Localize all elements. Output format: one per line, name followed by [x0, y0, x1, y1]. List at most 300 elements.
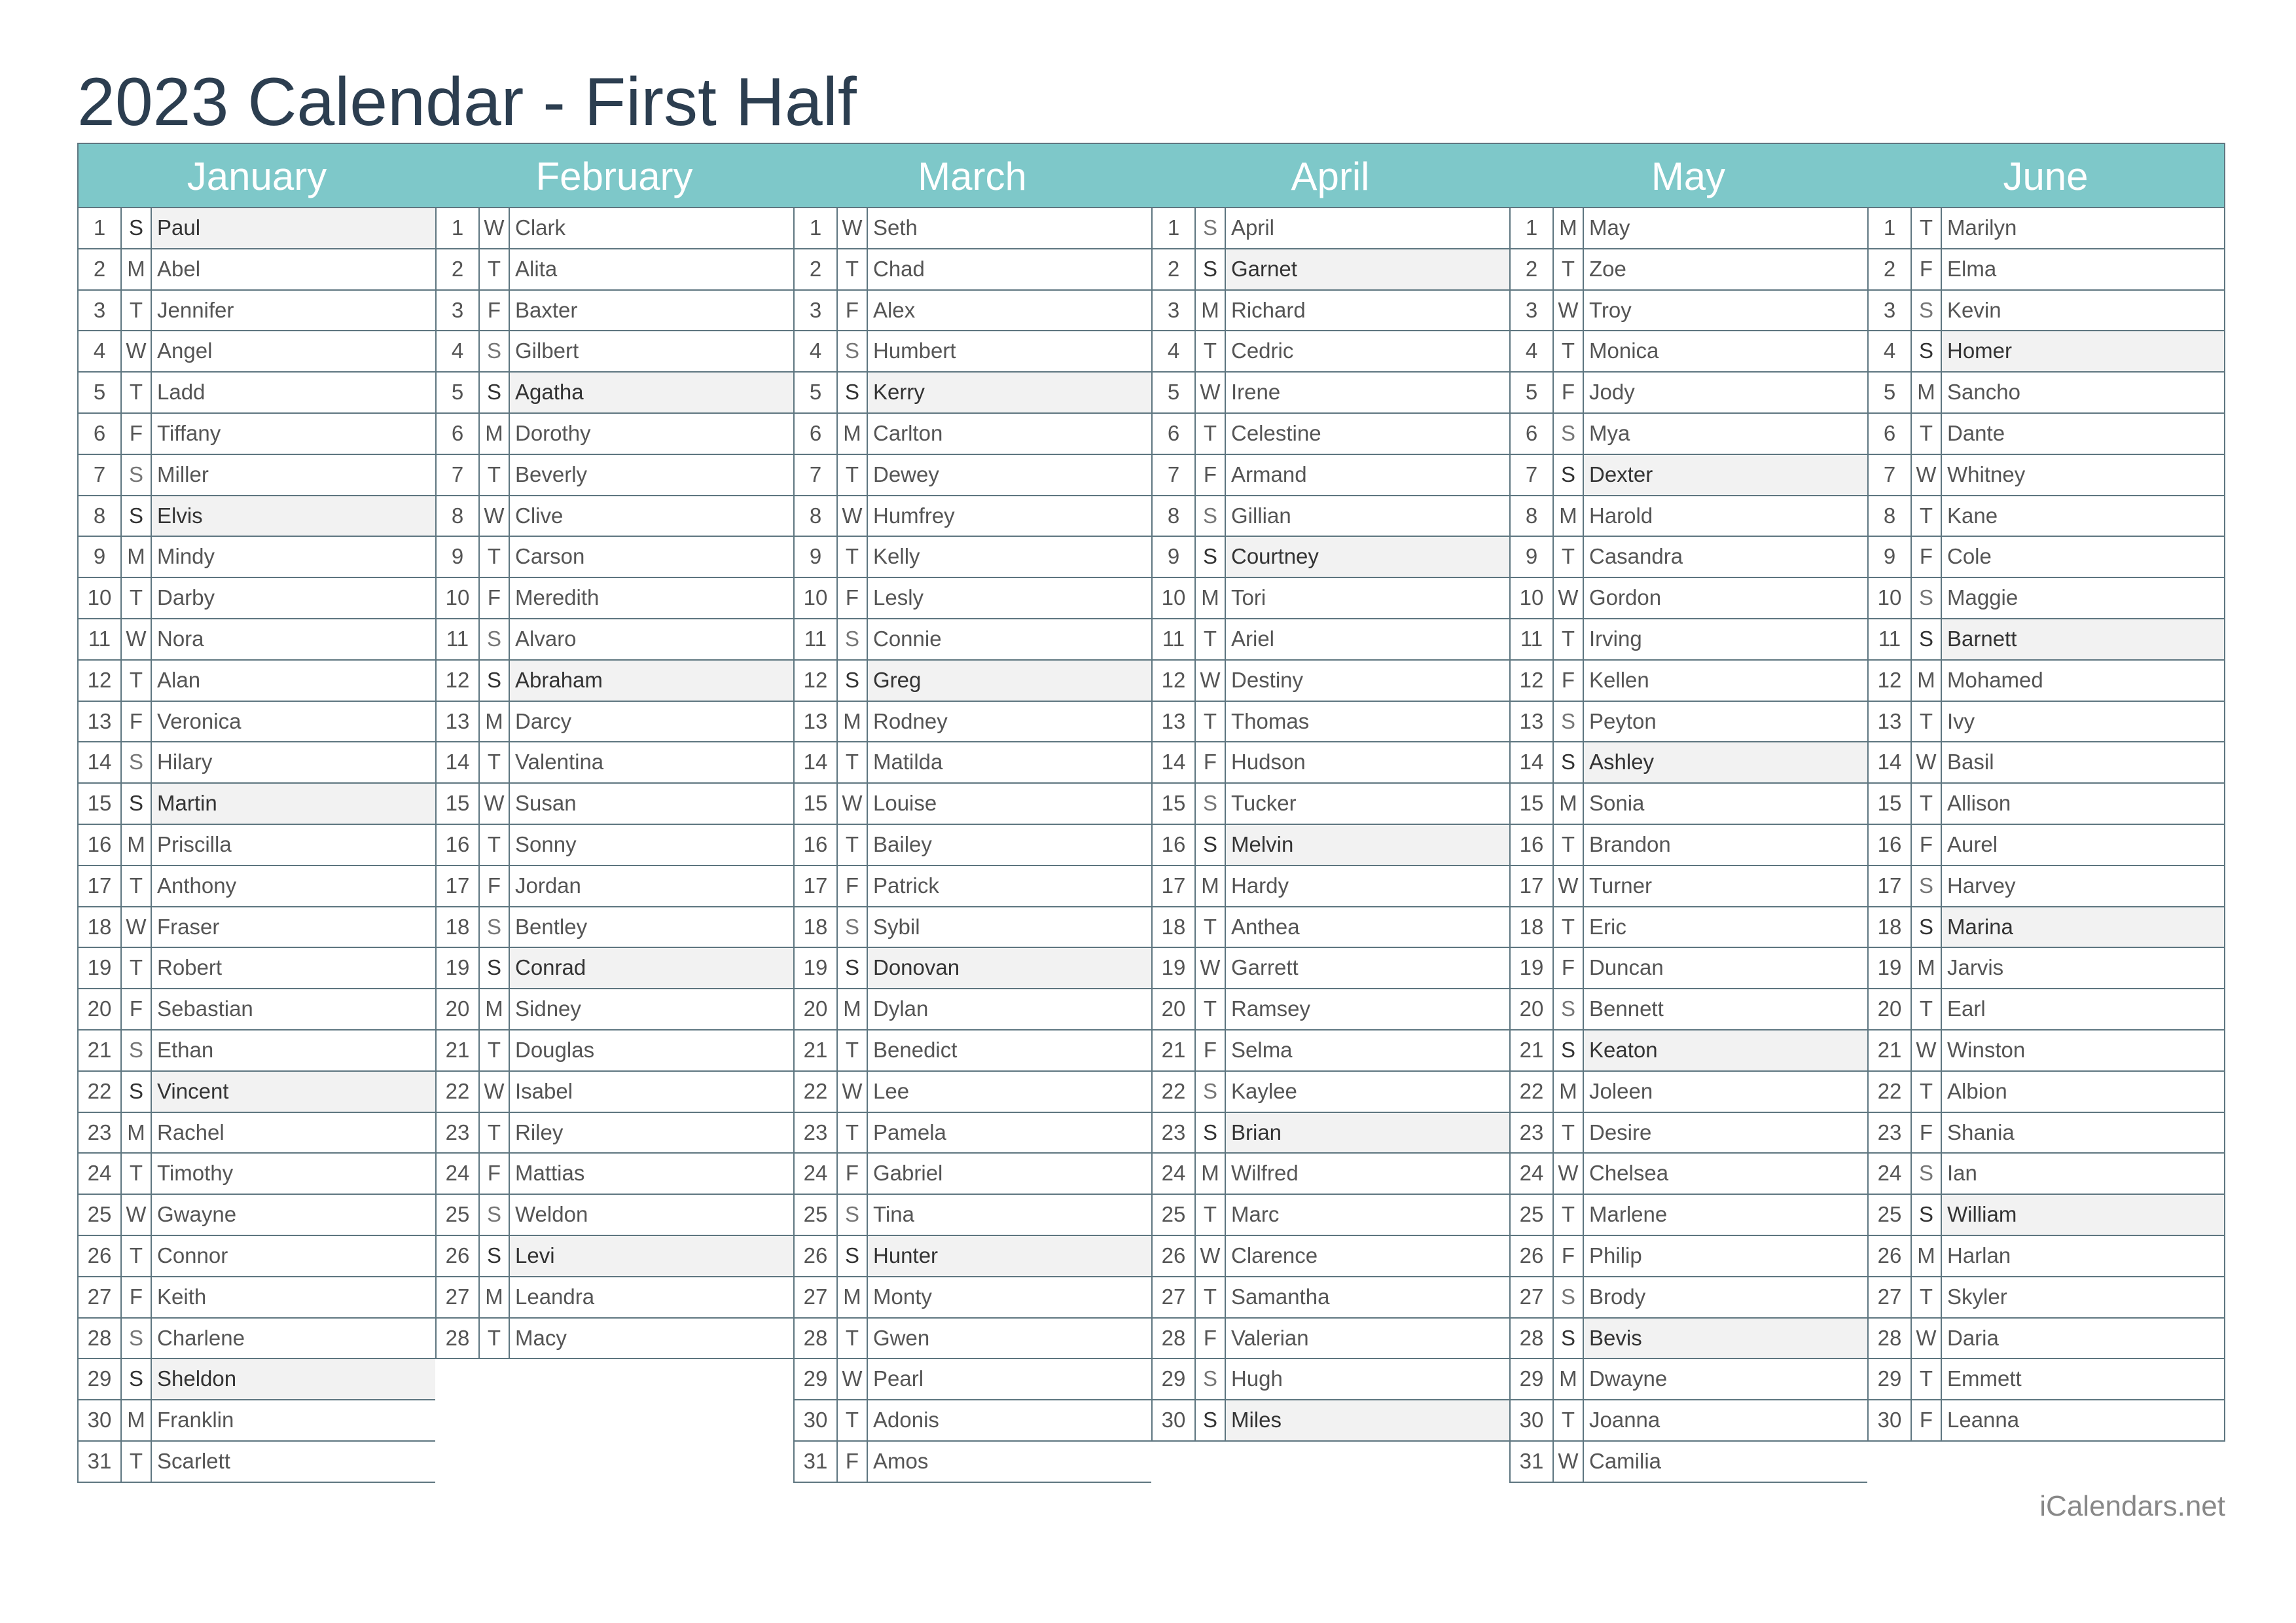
day-row — [1867, 291, 2225, 332]
day-row — [1867, 1236, 2225, 1277]
day-row — [1151, 208, 1509, 249]
day-row — [1151, 742, 1509, 784]
name-day: Marc — [1231, 1202, 1280, 1227]
day-list — [1509, 208, 1867, 1483]
day-number: 8 — [1869, 496, 1912, 536]
weekday-letter: T — [122, 1236, 152, 1276]
day-row — [1867, 1277, 2225, 1319]
name-day: Kellen — [1589, 667, 1649, 692]
day-row — [435, 373, 793, 414]
name-day: Gordon — [1589, 585, 1662, 610]
day-number: 11 — [79, 619, 122, 659]
day-number: 8 — [1153, 496, 1196, 536]
day-row — [77, 1113, 435, 1154]
day-list — [77, 208, 435, 1483]
name-day: Paul — [152, 208, 435, 248]
day-number: 11 — [795, 619, 838, 659]
day-row — [77, 825, 435, 866]
day-row — [1151, 455, 1509, 496]
name-day: Hugh — [1231, 1366, 1283, 1391]
weekday-letter: T — [1554, 537, 1584, 577]
weekday-letter: M — [1912, 1236, 1942, 1276]
name-day: Gwayne — [157, 1202, 237, 1227]
name-day: Harold — [1589, 503, 1653, 528]
weekday-letter: T — [838, 1319, 868, 1359]
day-number: 21 — [79, 1030, 122, 1070]
weekday-letter: S — [1912, 907, 1942, 947]
weekday-letter: S — [1554, 702, 1584, 742]
weekday-letter: F — [1196, 455, 1226, 495]
weekday-letter: M — [1554, 208, 1584, 248]
weekday-letter: T — [1912, 1072, 1942, 1112]
name-day: Dexter — [1584, 455, 1867, 495]
weekday-letter: T — [838, 537, 868, 577]
day-row — [1867, 208, 2225, 249]
day-number: 6 — [1153, 414, 1196, 454]
day-number: 20 — [795, 989, 838, 1029]
day-number: 15 — [79, 784, 122, 824]
weekday-letter: F — [122, 989, 152, 1029]
weekday-letter: S — [1196, 1113, 1226, 1153]
day-number: 23 — [79, 1113, 122, 1153]
name-day: Monica — [1589, 338, 1659, 363]
day-number: 26 — [1869, 1236, 1912, 1276]
weekday-letter: F — [122, 414, 152, 454]
day-row — [1509, 661, 1867, 702]
name-day: Leanna — [1947, 1408, 2020, 1432]
day-number: 14 — [1869, 742, 1912, 782]
weekday-letter: F — [838, 1154, 868, 1194]
day-row — [1867, 619, 2225, 661]
name-day: Zoe — [1589, 256, 1626, 281]
weekday-letter: S — [838, 373, 868, 412]
day-number: 4 — [79, 331, 122, 371]
day-row — [793, 331, 1151, 373]
day-number: 27 — [437, 1277, 480, 1317]
weekday-letter: S — [838, 661, 868, 701]
day-number: 16 — [437, 825, 480, 865]
day-row — [793, 537, 1151, 578]
weekday-letter: W — [1912, 1030, 1942, 1070]
weekday-letter: W — [1196, 373, 1226, 412]
name-day: Joleen — [1589, 1078, 1653, 1103]
weekday-letter: S — [480, 1236, 510, 1276]
weekday-letter: S — [122, 1359, 152, 1399]
day-number: 25 — [1511, 1195, 1554, 1235]
day-row — [793, 208, 1151, 249]
day-row — [793, 907, 1151, 949]
name-day: Susan — [515, 791, 577, 816]
day-row — [435, 742, 793, 784]
weekday-letter: T — [1196, 331, 1226, 371]
name-day: Skyler — [1947, 1284, 2007, 1309]
day-row — [793, 1195, 1151, 1236]
weekday-letter: M — [480, 1277, 510, 1317]
name-day: Isabel — [515, 1078, 573, 1103]
weekday-letter: W — [838, 496, 868, 536]
day-row — [77, 1236, 435, 1277]
name-day: Mindy — [157, 544, 215, 569]
name-day: Hardy — [1231, 873, 1289, 898]
name-day: Jordan — [515, 873, 581, 898]
day-number: 1 — [795, 208, 838, 248]
weekday-letter: W — [480, 1072, 510, 1112]
day-number: 8 — [795, 496, 838, 536]
day-number: 18 — [1153, 907, 1196, 947]
name-day: Carlton — [873, 420, 943, 445]
day-row — [1151, 989, 1509, 1030]
name-day: Whitney — [1947, 462, 2026, 486]
weekday-letter: W — [838, 1359, 868, 1399]
weekday-letter: T — [122, 866, 152, 906]
day-number: 15 — [1869, 784, 1912, 824]
day-number: 5 — [79, 373, 122, 412]
day-number: 16 — [795, 825, 838, 865]
weekday-letter: M — [1196, 1154, 1226, 1194]
name-day: Anthony — [157, 873, 237, 898]
day-row — [1867, 702, 2225, 743]
day-row — [77, 1154, 435, 1195]
day-number: 21 — [1511, 1030, 1554, 1070]
day-number: 2 — [1869, 249, 1912, 289]
name-day: Hunter — [868, 1236, 1151, 1276]
month-header: March — [793, 143, 1151, 208]
day-row — [1867, 496, 2225, 538]
weekday-letter: T — [1196, 989, 1226, 1029]
name-day: William — [1942, 1195, 2224, 1235]
day-number: 4 — [437, 331, 480, 371]
day-row — [1509, 208, 1867, 249]
day-row — [793, 1154, 1151, 1195]
name-day: Humbert — [873, 338, 956, 363]
day-number: 17 — [795, 866, 838, 906]
day-number: 9 — [1153, 537, 1196, 577]
weekday-letter: W — [1554, 866, 1584, 906]
weekday-letter: S — [1912, 866, 1942, 906]
day-number: 21 — [437, 1030, 480, 1070]
name-day: Sonny — [515, 831, 577, 856]
day-row — [1509, 414, 1867, 455]
name-day: Destiny — [1231, 667, 1304, 692]
day-number: 1 — [437, 208, 480, 248]
day-number: 6 — [795, 414, 838, 454]
day-row — [793, 1030, 1151, 1072]
weekday-letter: F — [1554, 373, 1584, 412]
name-day: Darby — [157, 585, 215, 610]
day-row — [1509, 1072, 1867, 1113]
day-row — [435, 1072, 793, 1113]
day-number: 12 — [437, 661, 480, 701]
day-row — [1509, 1030, 1867, 1072]
weekday-letter: S — [1554, 455, 1584, 495]
weekday-letter: W — [1912, 455, 1942, 495]
day-number: 11 — [1869, 619, 1912, 659]
weekday-letter: S — [1912, 291, 1942, 331]
day-number: 8 — [437, 496, 480, 536]
weekday-letter: S — [1196, 249, 1226, 289]
day-number: 15 — [1153, 784, 1196, 824]
weekday-letter: S — [480, 661, 510, 701]
weekday-letter: M — [122, 825, 152, 865]
day-number: 1 — [1153, 208, 1196, 248]
brand-footer: iCalendars.net — [2039, 1490, 2225, 1522]
day-number: 29 — [79, 1359, 122, 1399]
day-number: 12 — [1511, 661, 1554, 701]
day-number: 20 — [1869, 989, 1912, 1029]
name-day: Pearl — [873, 1366, 924, 1391]
weekday-letter: S — [480, 373, 510, 412]
day-number: 31 — [1511, 1442, 1554, 1482]
name-day: Sebastian — [157, 996, 253, 1021]
day-row — [77, 208, 435, 249]
day-row — [1509, 455, 1867, 496]
name-day: Adonis — [873, 1408, 939, 1432]
day-number: 5 — [795, 373, 838, 412]
day-number: 20 — [437, 989, 480, 1029]
day-number: 29 — [1869, 1359, 1912, 1399]
day-number: 29 — [1511, 1359, 1554, 1399]
name-day: Angel — [157, 338, 213, 363]
day-number: 25 — [1869, 1195, 1912, 1235]
name-day: Anthea — [1231, 914, 1300, 939]
day-number: 2 — [795, 249, 838, 289]
day-number: 7 — [79, 455, 122, 495]
day-number: 28 — [795, 1319, 838, 1359]
name-day: Melvin — [1226, 825, 1509, 865]
day-number: 3 — [1511, 291, 1554, 331]
name-day: Tina — [873, 1202, 914, 1227]
name-day: Irving — [1589, 626, 1642, 651]
page-title: 2023 Calendar - First Half — [77, 64, 857, 140]
day-number: 12 — [1153, 661, 1196, 701]
day-number: 3 — [795, 291, 838, 331]
weekday-letter: S — [1554, 989, 1584, 1029]
day-number: 7 — [795, 455, 838, 495]
day-number: 30 — [79, 1400, 122, 1440]
weekday-letter: W — [838, 784, 868, 824]
weekday-letter: S — [1196, 496, 1226, 536]
name-day: Carson — [515, 544, 585, 569]
day-number: 27 — [1511, 1277, 1554, 1317]
day-number: 18 — [79, 907, 122, 947]
name-day: Abel — [157, 256, 201, 281]
day-number: 13 — [1511, 702, 1554, 742]
name-day: April — [1231, 215, 1275, 240]
weekday-letter: S — [838, 1195, 868, 1235]
name-day: Alvaro — [515, 626, 577, 651]
weekday-letter: T — [1912, 989, 1942, 1029]
name-day: Sancho — [1947, 380, 2020, 405]
day-row — [1509, 1277, 1867, 1319]
weekday-letter: M — [1196, 866, 1226, 906]
weekday-letter: F — [1912, 249, 1942, 289]
weekday-letter: W — [1196, 661, 1226, 701]
name-day: Marilyn — [1947, 215, 2017, 240]
weekday-letter: M — [1912, 373, 1942, 412]
weekday-letter: W — [480, 208, 510, 248]
day-number: 17 — [79, 866, 122, 906]
day-number: 26 — [795, 1236, 838, 1276]
day-number: 13 — [79, 702, 122, 742]
day-row — [1151, 907, 1509, 949]
name-day: Clark — [515, 215, 566, 240]
weekday-letter: T — [122, 1442, 152, 1482]
day-row — [793, 496, 1151, 538]
weekday-letter: M — [1554, 496, 1584, 536]
weekday-letter: F — [838, 291, 868, 331]
name-day: Timothy — [157, 1161, 234, 1186]
day-row — [77, 866, 435, 907]
weekday-letter: T — [1554, 1400, 1584, 1440]
name-day: Kane — [1947, 503, 1998, 528]
weekday-letter: T — [1196, 907, 1226, 947]
name-day: Clive — [515, 503, 564, 528]
name-day: Matilda — [873, 750, 943, 775]
name-day: Priscilla — [157, 831, 232, 856]
weekday-letter: T — [1554, 825, 1584, 865]
day-row — [77, 496, 435, 538]
name-day: Jody — [1589, 380, 1635, 405]
weekday-letter: M — [122, 1113, 152, 1153]
name-day: Albion — [1947, 1078, 2007, 1103]
name-day: Leandra — [515, 1284, 595, 1309]
day-number: 24 — [437, 1154, 480, 1194]
weekday-letter: T — [480, 1319, 510, 1359]
name-day: Ariel — [1231, 626, 1275, 651]
day-row — [77, 784, 435, 825]
day-row — [793, 619, 1151, 661]
month-may — [1509, 143, 1867, 1483]
name-day: Chelsea — [1589, 1161, 1669, 1186]
day-row — [1867, 1400, 2225, 1442]
day-row — [793, 661, 1151, 702]
weekday-letter: T — [480, 249, 510, 289]
name-day: Turner — [1589, 873, 1652, 898]
name-day: Bevis — [1584, 1319, 1867, 1359]
day-row — [1151, 1030, 1509, 1072]
day-row — [793, 578, 1151, 619]
name-day: Jennifer — [157, 297, 234, 322]
name-day: Martin — [152, 784, 435, 824]
name-day: Dewey — [873, 462, 939, 486]
day-row — [435, 1195, 793, 1236]
day-number: 28 — [1153, 1319, 1196, 1359]
day-number: 20 — [1511, 989, 1554, 1029]
day-row — [1867, 661, 2225, 702]
day-number: 6 — [1511, 414, 1554, 454]
day-number: 26 — [437, 1236, 480, 1276]
day-row — [435, 784, 793, 825]
name-day: Louise — [873, 791, 937, 816]
name-day: Wilfred — [1231, 1161, 1299, 1186]
weekday-letter: S — [480, 619, 510, 659]
day-row — [1867, 989, 2225, 1030]
day-row — [435, 702, 793, 743]
day-number: 27 — [795, 1277, 838, 1317]
day-row — [1151, 496, 1509, 538]
weekday-letter: S — [1196, 1072, 1226, 1112]
day-row — [1867, 1319, 2225, 1360]
day-row — [1509, 1400, 1867, 1442]
day-row — [77, 249, 435, 291]
weekday-letter: M — [480, 702, 510, 742]
name-day: Casandra — [1589, 544, 1683, 569]
day-list — [1151, 208, 1509, 1442]
day-row — [1867, 1154, 2225, 1195]
day-number: 3 — [1153, 291, 1196, 331]
name-day: Mohamed — [1947, 667, 2043, 692]
day-row — [77, 291, 435, 332]
weekday-letter: F — [480, 1154, 510, 1194]
day-row — [1867, 1030, 2225, 1072]
day-number: 25 — [79, 1195, 122, 1235]
weekday-letter: S — [1912, 619, 1942, 659]
day-row — [435, 331, 793, 373]
weekday-letter: W — [122, 331, 152, 371]
day-number: 20 — [79, 989, 122, 1029]
day-number: 26 — [1511, 1236, 1554, 1276]
name-day: Kaylee — [1231, 1078, 1297, 1103]
name-day: Riley — [515, 1120, 564, 1144]
day-row — [1867, 1195, 2225, 1236]
name-day: Humfrey — [873, 503, 955, 528]
name-day: Allison — [1947, 791, 2011, 816]
weekday-letter: M — [838, 989, 868, 1029]
name-day: Benedict — [873, 1037, 958, 1062]
name-day: Dorothy — [515, 420, 591, 445]
weekday-letter: T — [838, 1113, 868, 1153]
name-day: Sonia — [1589, 791, 1645, 816]
name-day: Donovan — [868, 948, 1151, 988]
day-number: 17 — [1869, 866, 1912, 906]
day-number: 28 — [437, 1319, 480, 1359]
day-number: 14 — [79, 742, 122, 782]
name-day: Shania — [1947, 1120, 2015, 1144]
day-number: 26 — [79, 1236, 122, 1276]
day-row — [77, 1442, 435, 1483]
day-row — [1509, 866, 1867, 907]
month-march — [793, 143, 1151, 1483]
weekday-letter: M — [122, 1400, 152, 1440]
weekday-letter: S — [122, 742, 152, 782]
day-number: 9 — [1869, 537, 1912, 577]
day-number: 22 — [1153, 1072, 1196, 1112]
name-day: Emmett — [1947, 1366, 2022, 1391]
day-number: 14 — [437, 742, 480, 782]
day-row — [793, 249, 1151, 291]
day-row — [1509, 989, 1867, 1030]
day-row — [1509, 291, 1867, 332]
day-row — [77, 989, 435, 1030]
weekday-letter: W — [838, 1072, 868, 1112]
day-row — [1151, 1072, 1509, 1113]
day-number: 13 — [1869, 702, 1912, 742]
name-day: Brandon — [1589, 831, 1671, 856]
day-number: 6 — [437, 414, 480, 454]
name-day: Celestine — [1231, 420, 1321, 445]
day-number: 2 — [437, 249, 480, 289]
name-day: Vincent — [152, 1072, 435, 1112]
day-number: 10 — [1869, 578, 1912, 618]
name-day: Patrick — [873, 873, 939, 898]
day-row — [1151, 948, 1509, 989]
day-row — [77, 1277, 435, 1319]
day-number: 11 — [437, 619, 480, 659]
weekday-letter: M — [1912, 661, 1942, 701]
name-day: Daria — [1947, 1325, 1999, 1350]
weekday-letter: W — [1196, 948, 1226, 988]
day-row — [1151, 825, 1509, 866]
